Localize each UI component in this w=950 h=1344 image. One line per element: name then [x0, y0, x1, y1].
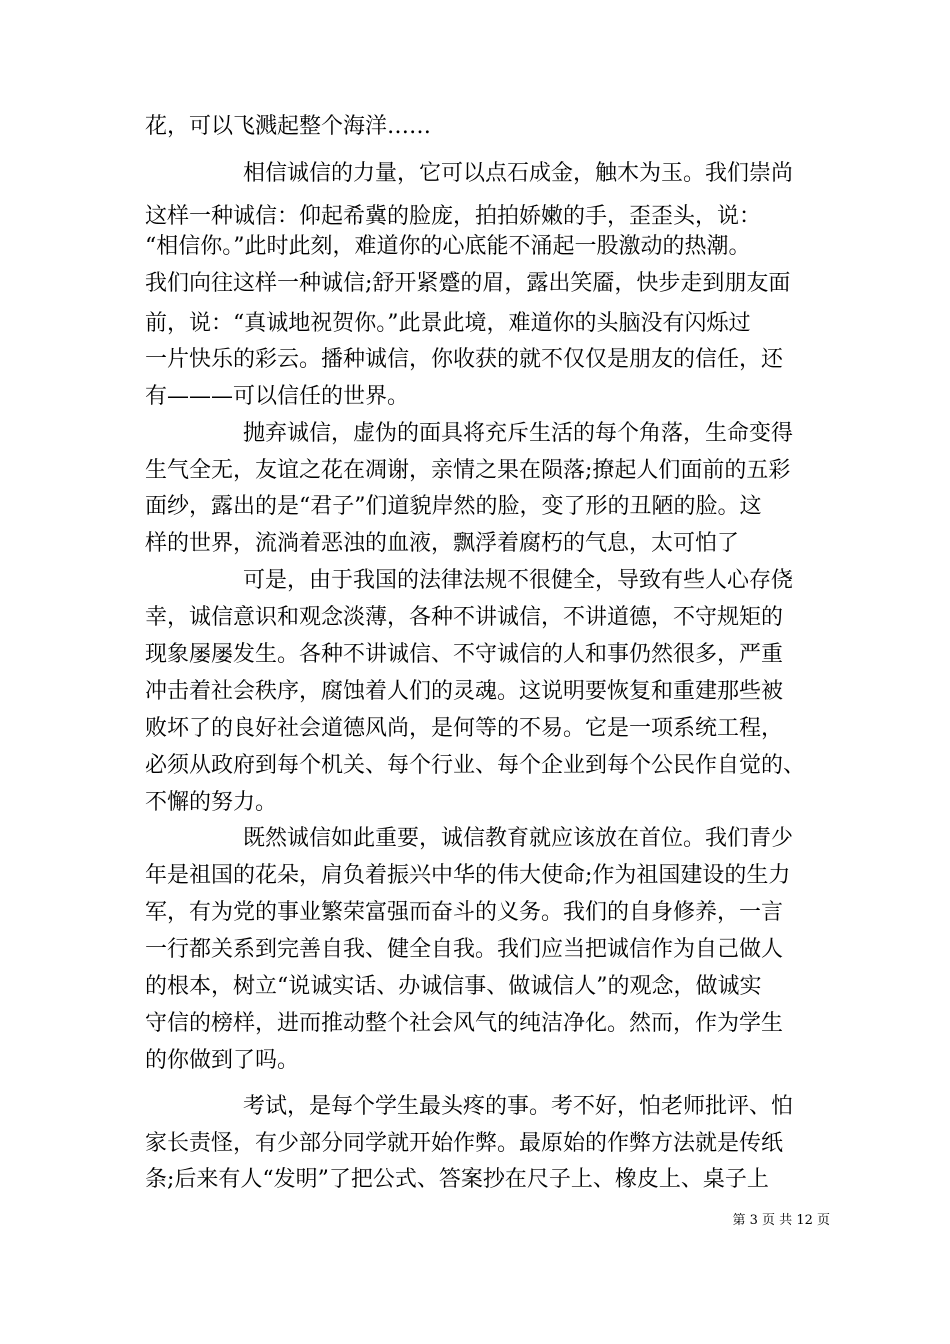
text-line: 一行都关系到完善自我、健全自我。我们应当把诚信作为自己做人: [145, 937, 784, 962]
text-line: 我们向往这样一种诚信;舒开紧蹙的眉，露出笑靥，快步走到朋友面: [145, 271, 791, 296]
text-line: 不懈的努力。: [145, 790, 278, 815]
text-line: 一片快乐的彩云。播种诚信，你收获的就不仅仅是朋友的信任，还: [145, 347, 784, 372]
text-line: 幸，诚信意识和观念淡薄，各种不讲诚信，不讲道德，不守规矩的: [145, 605, 784, 630]
text-line: 败坏了的良好社会道德风尚，是何等的不易。它是一项系统工程，: [145, 716, 784, 741]
text-line: 生气全无，友谊之花在凋谢，亲情之果在陨落;撩起人们面前的五彩: [145, 458, 791, 483]
text-line: 相信诚信的力量，它可以点石成金，触木为玉。我们崇尚: [243, 161, 794, 186]
text-line: 的根本，树立“说诚实话、办诚信事、做诚信人”的观念，做诚实: [145, 974, 762, 999]
text-line: 必须从政府到每个机关、每个行业、每个企业到每个公民作自觉的、: [145, 753, 806, 778]
text-line: 军，有为党的事业繁荣富强而奋斗的义务。我们的自身修养，一言: [145, 900, 784, 925]
text-line: 年是祖国的花朵，肩负着振兴中华的伟大使命;作为祖国建设的生力: [145, 863, 791, 888]
text-line: 守信的榜样，进而推动整个社会风气的纯洁净化。然而，作为学生: [145, 1011, 784, 1036]
page-number: 第 3 页 共 12 页: [732, 1213, 830, 1228]
text-line: 前，说：“真诚地祝贺你。”此景此境，难道你的头脑没有闪烁过: [145, 311, 751, 336]
text-line: 样的世界，流淌着恶浊的血液，飘浮着腐朽的气息，太可怕了: [145, 531, 740, 556]
text-line: 冲击着社会秩序，腐蚀着人们的灵魂。这说明要恢复和重建那些被: [145, 679, 784, 704]
text-line: 的你做到了吗。: [145, 1048, 300, 1073]
text-line: 抛弃诚信，虚伪的面具将充斥生活的每个角落，生命变得: [243, 421, 794, 446]
text-line: 既然诚信如此重要，诚信教育就应该放在首位。我们青少: [243, 826, 794, 851]
text-line: “相信你。”此时此刻，难道你的心底能不涌起一股激动的热潮。: [145, 234, 751, 259]
text-line: 花，可以飞溅起整个海洋……: [145, 114, 432, 139]
text-line: 可是，由于我国的法律法规不很健全，导致有些人心存侥: [243, 568, 794, 593]
text-line: 家长责怪，有少部分同学就开始作弊。最原始的作弊方法就是传纸: [145, 1131, 784, 1156]
text-line: 条;后来有人“发明”了把公式、答案抄在尺子上、橡皮上、桌子上: [145, 1167, 769, 1192]
text-line: 现象屡屡发生。各种不讲诚信、不守诚信的人和事仍然很多，严重: [145, 642, 784, 667]
text-line: 有———可以信任的世界。: [145, 384, 410, 409]
text-line: 考试，是每个学生最头疼的事。考不好，怕老师批评、怕: [243, 1094, 794, 1119]
text-line: 面纱，露出的是“君子”们道貌岸然的脸，变了形的丑陋的脸。这: [145, 494, 762, 519]
text-line: 这样一种诚信：仰起希冀的脸庞，拍拍娇嫩的手，歪歪头，说：: [145, 204, 762, 229]
